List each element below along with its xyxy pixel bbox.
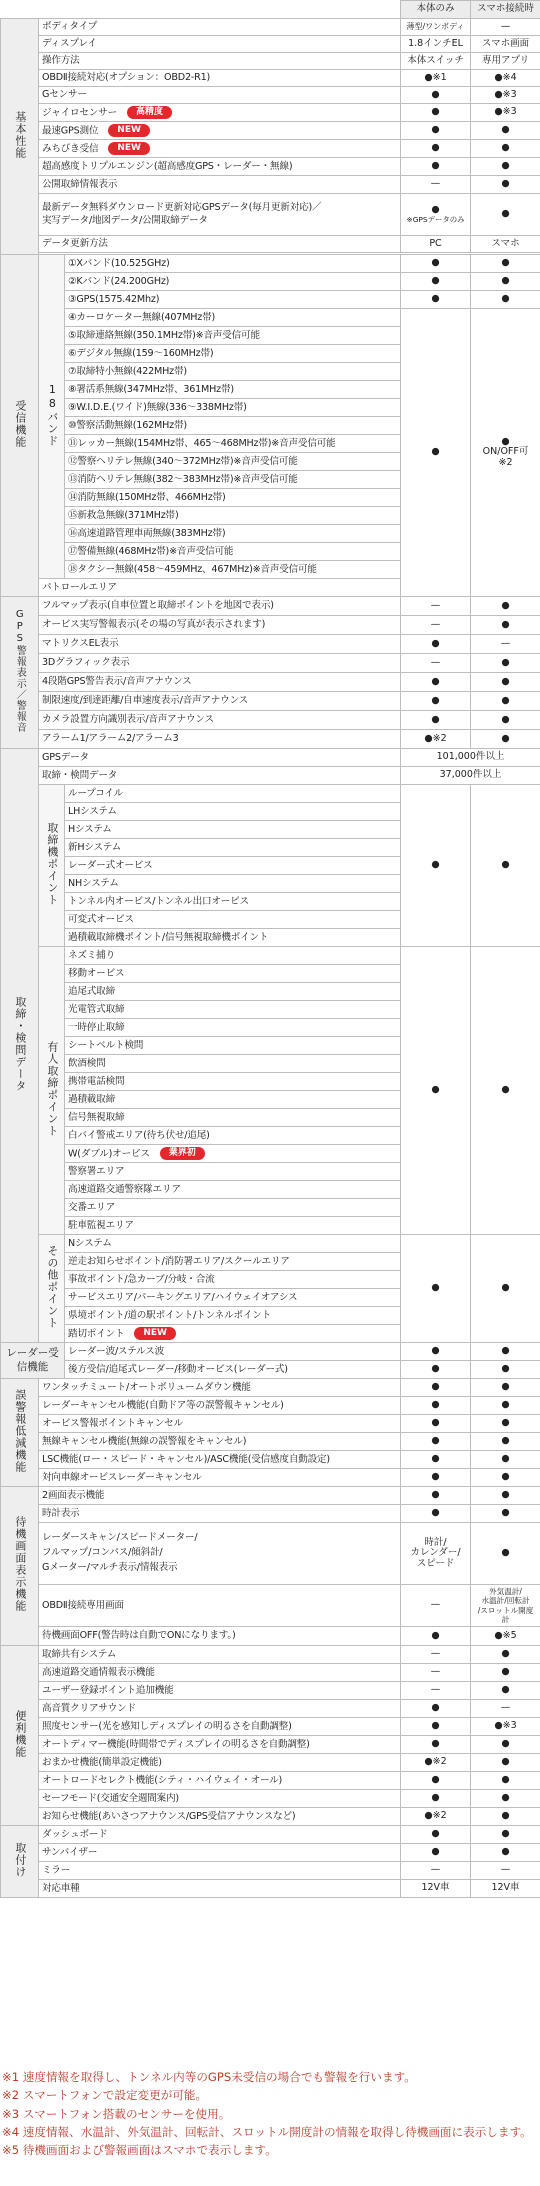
value-phone: ● — [471, 255, 540, 273]
value-phone: — — [471, 635, 540, 654]
value-phone: ● — [471, 1523, 540, 1585]
new-badge: NEW — [134, 1327, 176, 1340]
value-main: ● — [401, 1433, 471, 1451]
value-phone: ● — [471, 1505, 540, 1523]
value-main: — — [401, 176, 471, 194]
feature-label: ①Xバンド(10.525GHz) — [65, 255, 401, 273]
value-main: ● — [401, 273, 471, 291]
value-phone: ● — [471, 1808, 540, 1826]
feature-label: ワンタッチミュート/オートボリュームダウン機能 — [39, 1379, 401, 1397]
feature-label: ②Kバンド(24.200GHz) — [65, 273, 401, 291]
value-main: — — [401, 1646, 471, 1664]
feature-label: ⑰警備無線(468MHz帯)※音声受信可能 — [65, 543, 401, 561]
value-main: ● — [401, 1415, 471, 1433]
value-main: ● — [401, 1487, 471, 1505]
industry-first-badge: 業界初 — [160, 1147, 205, 1160]
value-main: ● — [401, 711, 471, 730]
header-phone: スマホ接続時 — [471, 1, 540, 19]
subcategory-enforcement: 取締機ポイント — [39, 785, 65, 947]
value-phone: ● — [471, 1754, 540, 1772]
value-main: ●※2 — [401, 730, 471, 749]
value-phone: ●※3 — [471, 1718, 540, 1736]
value-phone: — — [471, 1862, 540, 1880]
value-phone: 専用アプリ — [471, 53, 540, 70]
value-main: 1.8インチEL — [401, 36, 471, 53]
feature-label: 追尾式取締 — [65, 983, 401, 1001]
value-main: 時計/ カレンダー/ スピード — [401, 1523, 471, 1585]
feature-label: 取締共有システム — [39, 1646, 401, 1664]
category-reception: 受信機能 — [1, 255, 39, 597]
value-main: 本体スイッチ — [401, 53, 471, 70]
value-phone: ● — [471, 122, 540, 140]
value-main: ● — [401, 1627, 471, 1646]
value-main-merged: ● — [401, 785, 471, 947]
value-main: ● — [401, 1790, 471, 1808]
feature-label: 後方受信/追尾式レーダー/移動オービス(レーダー式) — [65, 1361, 401, 1379]
feature-label: 無線キャンセル機能(無線の誤警報をキャンセル) — [39, 1433, 401, 1451]
value-phone: ● — [471, 1397, 540, 1415]
value-main: PC — [401, 236, 471, 253]
value-main: ● — [401, 1772, 471, 1790]
feature-label: 警察署エリア — [65, 1163, 401, 1181]
value-main: ●※1 — [401, 70, 471, 87]
feature-label: LHシステム — [65, 803, 401, 821]
category-basic: 基本性能 — [1, 19, 39, 255]
feature-label: ⑤取締連絡無線(350.1MHz帯)※音声受信可能 — [65, 327, 401, 345]
value-main: ● ※GPSデータのみ — [401, 194, 471, 236]
feature-label: オートロードセレクト機能(シティ・ハイウェイ・オール) — [39, 1772, 401, 1790]
feature-label: 携帯電話検問 — [65, 1073, 401, 1091]
header-blank — [1, 1, 401, 19]
feature-label: トンネル内オービス/トンネル出口オービス — [65, 893, 401, 911]
feature-label: シートベルト検問 — [65, 1037, 401, 1055]
feature-label: 白バイ警戒エリア(待ち伏せ/追尾) — [65, 1127, 401, 1145]
value-phone: ● — [471, 673, 540, 692]
value-phone: ● — [471, 597, 540, 616]
value-main-merged: ● — [401, 947, 471, 1235]
feature-label: ⑧署活系無線(347MHz帯、361MHz帯) — [65, 381, 401, 399]
feature-label: ③GPS(1575.42Mhz) — [65, 291, 401, 309]
value-main: ● — [401, 104, 471, 122]
value-main: ● — [401, 673, 471, 692]
feature-label: ⑦取締特小無線(422MHz帯) — [65, 363, 401, 381]
value-main: — — [401, 1682, 471, 1700]
category-standby: 待機画面表示機能 — [1, 1487, 39, 1646]
feature-label: 光電管式取締 — [65, 1001, 401, 1019]
feature-label: 高速道路交通警察隊エリア — [65, 1181, 401, 1199]
feature-label: ⑮新救急無線(371MHz帯) — [65, 507, 401, 525]
value-main: ● — [401, 1397, 471, 1415]
feature-label: 駐車監視エリア — [65, 1217, 401, 1235]
subcategory-18band: 18バンド — [39, 255, 65, 579]
footnote: ※2 スマートフォンで設定変更が可能。 — [2, 2088, 208, 2103]
value-phone-merged: ● — [471, 1235, 540, 1343]
feature-label: 移動オービス — [65, 965, 401, 983]
feature-label: アラーム1/アラーム2/アラーム3 — [39, 730, 401, 749]
feature-label: レーダーキャンセル機能(自動ドア等の誤警報キャンセル) — [39, 1397, 401, 1415]
feature-label: オートディマー機能(時間帯でディスプレイの明るさを自動調整) — [39, 1736, 401, 1754]
value-phone: ● — [471, 692, 540, 711]
value-phone: スマホ画面 — [471, 36, 540, 53]
value-main: ● — [401, 692, 471, 711]
value-main: ● — [401, 122, 471, 140]
value-main: — — [401, 597, 471, 616]
value-phone: ● — [471, 1826, 540, 1844]
value-main: 12V車 — [401, 1880, 471, 1898]
feature-label: 対向車線オービスレーダーキャンセル — [39, 1469, 401, 1487]
category-gps-warning: GPS警報表示／警報音 — [1, 597, 39, 749]
feature-label: フルマップ表示(自車位置と取締ポイントを地図で表示) — [39, 597, 401, 616]
feature-label: サンバイザー — [39, 1844, 401, 1862]
value-phone: — — [471, 1700, 540, 1718]
feature-label: ⑯高速道路管理車両無線(383MHz帯) — [65, 525, 401, 543]
feature-label: 飲酒検問 — [65, 1055, 401, 1073]
feature-label: Hシステム — [65, 821, 401, 839]
value-phone: ● — [471, 654, 540, 673]
feature-label: 2画面表示機能 — [39, 1487, 401, 1505]
value-main: ● — [401, 1736, 471, 1754]
value-phone: ● — [471, 158, 540, 176]
feature-label: LSC機能(ロー・スピード・キャンセル)/ASC機能(受信感度自動設定) — [39, 1451, 401, 1469]
feature-label: オービス警報ポイントキャンセル — [39, 1415, 401, 1433]
feature-label: 逆走お知らせポイント/消防署エリア/スクールエリア — [65, 1253, 401, 1271]
category-convenience: 便利機能 — [1, 1646, 39, 1826]
value-main: ● — [401, 1379, 471, 1397]
feature-label: 照度センサー(光を感知しディスプレイの明るさを自動調整) — [39, 1718, 401, 1736]
high-precision-badge: 高精度 — [127, 106, 172, 119]
feature-label: レーダースキャン/スピードメーター/ フルマップ/コンパス/傾斜計/ Gメーター/マルチ表示/情報表示 — [39, 1523, 401, 1585]
value-main: — — [401, 616, 471, 635]
value-phone: ●※5 — [471, 1627, 540, 1646]
value-phone: ●※3 — [471, 87, 540, 104]
category-false-alarm: 誤警報低減機能 — [1, 1379, 39, 1487]
subcategory-manned: 有人取締ポイント — [39, 947, 65, 1235]
feature-label: 信号無視取締 — [65, 1109, 401, 1127]
value-main: ● — [401, 1505, 471, 1523]
feature-label: 踏切ポイント NEW — [65, 1325, 401, 1343]
feature-label: ディスプレイ — [39, 36, 401, 53]
feature-label: ループコイル — [65, 785, 401, 803]
feature-label: ネズミ捕り — [65, 947, 401, 965]
feature-label: 公開取締情報表示 — [39, 176, 401, 194]
feature-label: ⑩警察活動無線(162MHz帯) — [65, 417, 401, 435]
footnote: ※3 スマートフォン搭載のセンサーを使用。 — [2, 2106, 231, 2121]
category-radar: レーダー受信機能 — [1, 1343, 65, 1379]
feature-label: データ更新方法 — [39, 236, 401, 253]
value-phone: ● — [471, 1682, 540, 1700]
value-phone-merged: ● — [471, 785, 540, 947]
value-phone: ● — [471, 1664, 540, 1682]
value-main: ● — [401, 1718, 471, 1736]
value-main: 薄型/ワンボディ — [401, 19, 471, 36]
feature-label: 最新データ無料ダウンロード更新対応GPSデータ(毎月更新対応)／ 実写データ/地図データ/公開取締データ — [39, 194, 401, 236]
value-main: ● — [401, 140, 471, 158]
value-phone: ● — [471, 1646, 540, 1664]
value-phone: ● — [471, 1415, 540, 1433]
feature-label: お知らせ機能(あいさつアナウンス/GPS受信アナウンスなど) — [39, 1808, 401, 1826]
new-badge: NEW — [108, 124, 150, 137]
value-phone: ● — [471, 730, 540, 749]
feature-label: マトリクスEL表示 — [39, 635, 401, 654]
feature-label: OBDⅡ接続専用画面 — [39, 1585, 401, 1627]
footnote: ※4 速度情報、水温計、外気温計、回転計、スロットル開度計の情報を取得し待機画面に表示します。 — [2, 2124, 532, 2139]
feature-label: みちびき受信 NEW — [39, 140, 401, 158]
value-main: ● — [401, 1700, 471, 1718]
value-main: — — [401, 1862, 471, 1880]
feature-label: NHシステム — [65, 875, 401, 893]
value-main: ● — [401, 1826, 471, 1844]
value-main: ● — [401, 1361, 471, 1379]
feature-label: 高速道路交通情報表示機能 — [39, 1664, 401, 1682]
feature-label: ミラー — [39, 1862, 401, 1880]
value-phone: ● — [471, 1790, 540, 1808]
feature-label: 最速GPS測位 NEW — [39, 122, 401, 140]
feature-label: W(ダブル)オービス 業界初 — [65, 1145, 401, 1163]
value-main-merged: ● — [401, 309, 471, 597]
new-badge: NEW — [108, 142, 150, 155]
value-main: — — [401, 654, 471, 673]
value-phone: ● — [471, 1844, 540, 1862]
feature-label: 4段階GPS警告表示/音声アナウンス — [39, 673, 401, 692]
footnotes — [2, 2068, 538, 2160]
feature-label: セーフモード(交通安全週間案内) — [39, 1790, 401, 1808]
feature-label: ⑫警察ヘリテレ無線(340〜372MHz帯)※音声受信可能 — [65, 453, 401, 471]
value-main: ●※2 — [401, 1754, 471, 1772]
value-phone: ● — [471, 273, 540, 291]
value-main: ● — [401, 1451, 471, 1469]
feature-label: カメラ設置方向識別表示/音声アナウンス — [39, 711, 401, 730]
value-main: — — [401, 1664, 471, 1682]
feature-label: ⑭消防無線(150MHz帯、466MHz帯) — [65, 489, 401, 507]
value-phone: — — [471, 19, 540, 36]
subcategory-other: その他ポイント — [39, 1235, 65, 1343]
value-main: ● — [401, 1343, 471, 1361]
footnote: ※5 待機画面および警報画面はスマホで表示します。 — [2, 2143, 277, 2158]
value-phone: ● — [471, 1451, 540, 1469]
feature-label: オービス実写警報表示(その場の写真が表示されます) — [39, 616, 401, 635]
value-main: ● — [401, 291, 471, 309]
feature-label: 県境ポイント/道の駅ポイント/トンネルポイント — [65, 1307, 401, 1325]
feature-label: 一時停止取締 — [65, 1019, 401, 1037]
value-main: ● — [401, 158, 471, 176]
feature-label: 高音質クリアサウンド — [39, 1700, 401, 1718]
value-main: ● — [401, 255, 471, 273]
value-main: ● — [401, 1469, 471, 1487]
feature-label: 交番エリア — [65, 1199, 401, 1217]
feature-label: 過積載取締機ポイント/信号無視取締機ポイント — [65, 929, 401, 947]
feature-label: 制限速度/到達距離/自車速度表示/音声アナウンス — [39, 692, 401, 711]
header-row — [1, 1, 540, 19]
value-phone: ● — [471, 1736, 540, 1754]
feature-label: 対応車種 — [39, 1880, 401, 1898]
value-phone: ● — [471, 1379, 540, 1397]
value-main: ● — [401, 635, 471, 654]
feature-label: ⑱タクシー無線(458〜459MHz、467MHz)※音声受信可能 — [65, 561, 401, 579]
feature-label: 3Dグラフィック表示 — [39, 654, 401, 673]
value-phone-merged: ● — [471, 947, 540, 1235]
feature-label: ⑬消防ヘリテレ無線(382〜383MHz帯)※音声受信可能 — [65, 471, 401, 489]
feature-label: ユーザー登録ポイント追加機能 — [39, 1682, 401, 1700]
feature-label: GPSデータ — [39, 749, 401, 767]
feature-label: ⑨W.I.D.E.(ワイド)無線(336〜338MHz帯) — [65, 399, 401, 417]
value-phone: ● — [471, 1433, 540, 1451]
value-phone: ● — [471, 711, 540, 730]
value-phone: ● — [471, 616, 540, 635]
feature-label: おまかせ機能(簡単設定機能) — [39, 1754, 401, 1772]
feature-label: 待機画面OFF(警告時は自動でONになります。) — [39, 1627, 401, 1646]
value-main: ●※2 — [401, 1808, 471, 1826]
value-main: ● — [401, 87, 471, 104]
feature-label: 可変式オービス — [65, 911, 401, 929]
feature-label: Nシステム — [65, 1235, 401, 1253]
value-phone-merged: ● ON/OFF可 ※2 — [471, 309, 540, 597]
feature-label: 超高感度トリプルエンジン(超高感度GPS・レーダー・無線) — [39, 158, 401, 176]
value-main: ● — [401, 1844, 471, 1862]
value-main-merged: ● — [401, 1235, 471, 1343]
feature-label: 時計表示 — [39, 1505, 401, 1523]
feature-label: サービスエリア/パーキングエリア/ハイウェイオアシス — [65, 1289, 401, 1307]
footnote: ※1 速度情報を取得し、トンネル内等のGPS未受信の場合でも警報を行います。 — [2, 2070, 416, 2084]
value-phone: 12V車 — [471, 1880, 540, 1898]
value-phone: ● — [471, 1343, 540, 1361]
feature-label: 事故ポイント/急カーブ/分岐・合流 — [65, 1271, 401, 1289]
feature-label: ⑪レッカー無線(154MHz帯、465〜468MHz帯)※音声受信可能 — [65, 435, 401, 453]
feature-label: 過積載取締 — [65, 1091, 401, 1109]
value-phone: ● — [471, 291, 540, 309]
value-merged: 37,000件以上 — [401, 767, 540, 785]
value-phone: スマホ — [471, 236, 540, 253]
value-phone: ● — [471, 1487, 540, 1505]
value-phone: ● — [471, 176, 540, 194]
value-phone: ●※4 — [471, 70, 540, 87]
feature-label: 取締・検問データ — [39, 767, 401, 785]
feature-label: ボディタイプ — [39, 19, 401, 36]
value-phone: ●※3 — [471, 104, 540, 122]
feature-label: レーダー式オービス — [65, 857, 401, 875]
value-phone: ● — [471, 194, 540, 236]
feature-label: 操作方法 — [39, 53, 401, 70]
value-phone: ● — [471, 1469, 540, 1487]
value-merged: 101,000件以上 — [401, 749, 540, 767]
feature-label: ダッシュボード — [39, 1826, 401, 1844]
category-data: 取締・検問データ — [1, 749, 39, 1343]
feature-label: パトロールエリア — [39, 579, 401, 597]
feature-label: 新Hシステム — [65, 839, 401, 857]
feature-label: レーダー波/ステルス波 — [65, 1343, 401, 1361]
feature-label: ジャイロセンサー 高精度 — [39, 104, 401, 122]
feature-label: Gセンサー — [39, 87, 401, 104]
value-phone: ● — [471, 1772, 540, 1790]
feature-label: ④カーロケーター無線(407MHz帯) — [65, 309, 401, 327]
value-phone: ● — [471, 1361, 540, 1379]
value-phone: ● — [471, 140, 540, 158]
feature-label: ⑥デジタル無線(159〜160MHz帯) — [65, 345, 401, 363]
value-main: — — [401, 1585, 471, 1627]
header-main: 本体のみ — [401, 1, 471, 19]
feature-label: OBDⅡ接続対応(オプション：OBD2-R1) — [39, 70, 401, 87]
value-phone: 外気温計/ 水温計/回転計 /スロットル開度計 — [471, 1585, 540, 1627]
category-mount: 取付け — [1, 1826, 39, 1898]
